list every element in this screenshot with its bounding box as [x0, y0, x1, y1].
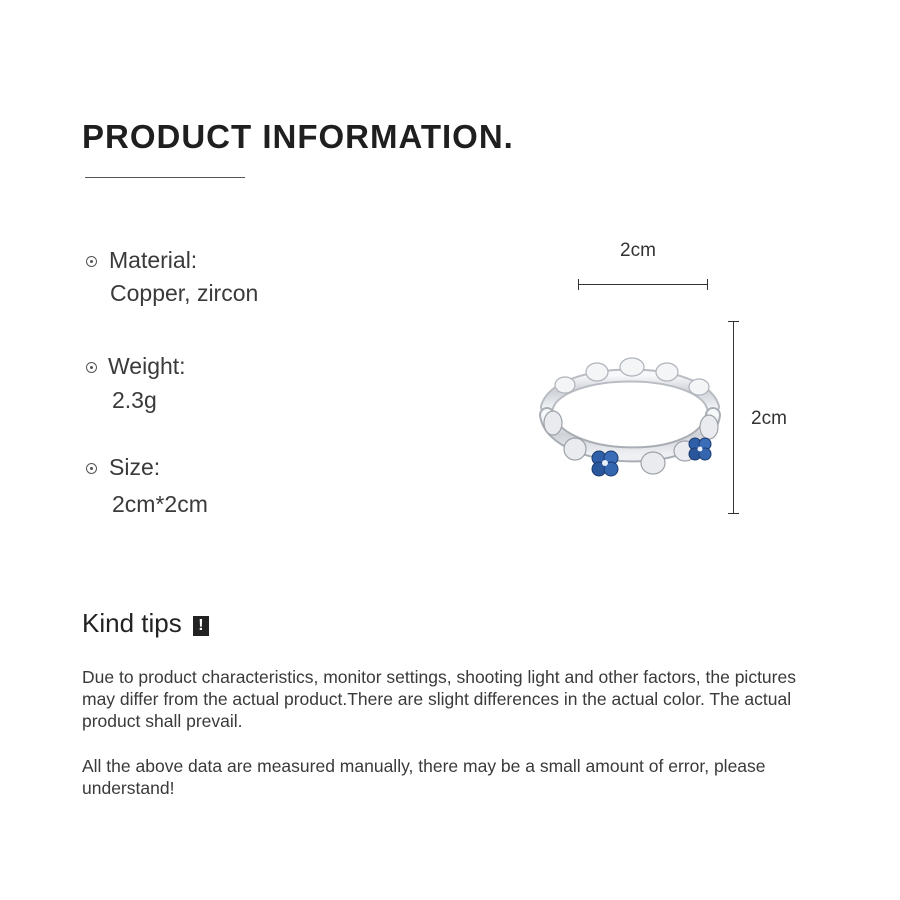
height-dimension-label: 2cm	[751, 408, 787, 429]
bullet-icon	[86, 463, 97, 474]
spec-value: 2.3g	[112, 387, 157, 413]
spec-label: Size:	[109, 454, 161, 480]
ring-product-image	[535, 345, 725, 495]
height-dimension-line	[733, 322, 734, 514]
title-underline	[85, 177, 245, 178]
spec-value: 2cm*2cm	[112, 491, 208, 517]
spec-label: Weight:	[108, 353, 186, 379]
kind-tips-heading	[82, 608, 209, 639]
exclamation-icon: !	[193, 616, 209, 636]
width-dimension-label: 2cm	[620, 240, 656, 261]
width-dimension-cap	[707, 279, 708, 290]
spec-value: Copper, zircon	[110, 280, 259, 306]
kind-tips-label: Kind tips	[82, 608, 182, 638]
spec-label: Material:	[109, 247, 198, 273]
bullet-icon	[86, 256, 97, 267]
width-dimension-line	[579, 284, 708, 285]
page-title: PRODUCT INFORMATION.	[82, 118, 514, 155]
height-dimension-cap	[728, 513, 739, 514]
tips-paragraph: Due to product characteristics, monitor settings, shooting light and other factors, the pictures may differ from the actual product.There are slight differences in the actual color. The actual product shall prevail.	[82, 667, 796, 731]
bullet-icon	[86, 362, 97, 373]
tips-paragraph: All the above data are measured manually, there may be a small amount of error, please understand!	[82, 756, 766, 798]
